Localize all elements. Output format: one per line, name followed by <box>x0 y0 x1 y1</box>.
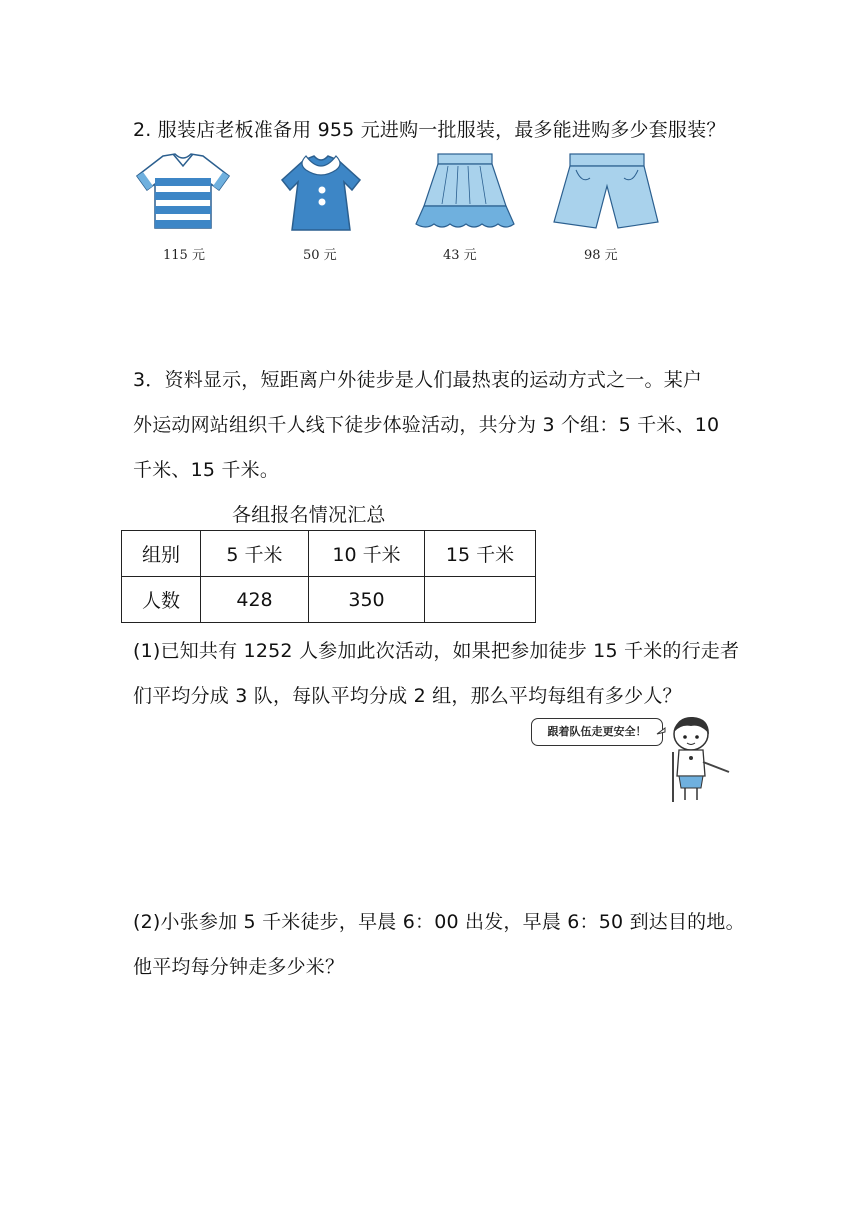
dress-top-price: 50 元 <box>303 248 337 263</box>
table-title: 各组报名情况汇总 <box>232 504 386 526</box>
shorts-image <box>548 150 663 235</box>
sub-question-2-line-1: (2)小张参加 5 千米徒步，早晨 6：00 出发，早晨 6：50 到达目的地。 <box>133 911 745 933</box>
sub-question-1-line-2: 们平均分成 3 队，每队平均分成 2 组，那么平均每组有多少人？ <box>133 685 682 707</box>
hiking-boy-illustration <box>655 712 735 804</box>
table-row <box>122 531 536 577</box>
striped-shirt-price: 115 元 <box>163 248 205 263</box>
speech-bubble: 跟着队伍走更安全！ <box>531 718 663 746</box>
question-3-line-2: 外运动网站组织千人线下徒步体验活动，共分为 3 个组：5 千米、10 <box>133 414 720 436</box>
table-cell: 350 <box>309 577 425 623</box>
sub-question-2-line-2: 他平均每分钟走多少米？ <box>133 956 345 978</box>
question-3-line-3: 千米、15 千米。 <box>133 459 280 481</box>
table-cell: 组别 <box>122 531 201 577</box>
question-2-text: 2. 服装店老板准备用 955 元进购一批服装，最多能进购多少套服装？ <box>133 119 726 141</box>
sub-question-1-line-1: (1)已知共有 1252 人参加此次活动，如果把参加徒步 15 千米的行走者 <box>133 640 740 662</box>
table-cell: 10 千米 <box>309 531 425 577</box>
table-cell: 428 <box>201 577 309 623</box>
table-row <box>122 577 536 623</box>
table-cell: 15 千米 <box>425 531 536 577</box>
skirt-image <box>410 150 520 235</box>
striped-shirt-image <box>133 150 233 235</box>
registration-table <box>121 530 536 623</box>
table-cell: 5 千米 <box>201 531 309 577</box>
table-cell: 人数 <box>122 577 201 623</box>
dress-top-image <box>276 150 366 235</box>
skirt-price: 43 元 <box>443 248 477 263</box>
question-3-line-1: 3．资料显示，短距离户外徒步是人们最热衷的运动方式之一。某户 <box>133 369 703 391</box>
table-cell <box>425 577 536 623</box>
shorts-price: 98 元 <box>584 248 618 263</box>
